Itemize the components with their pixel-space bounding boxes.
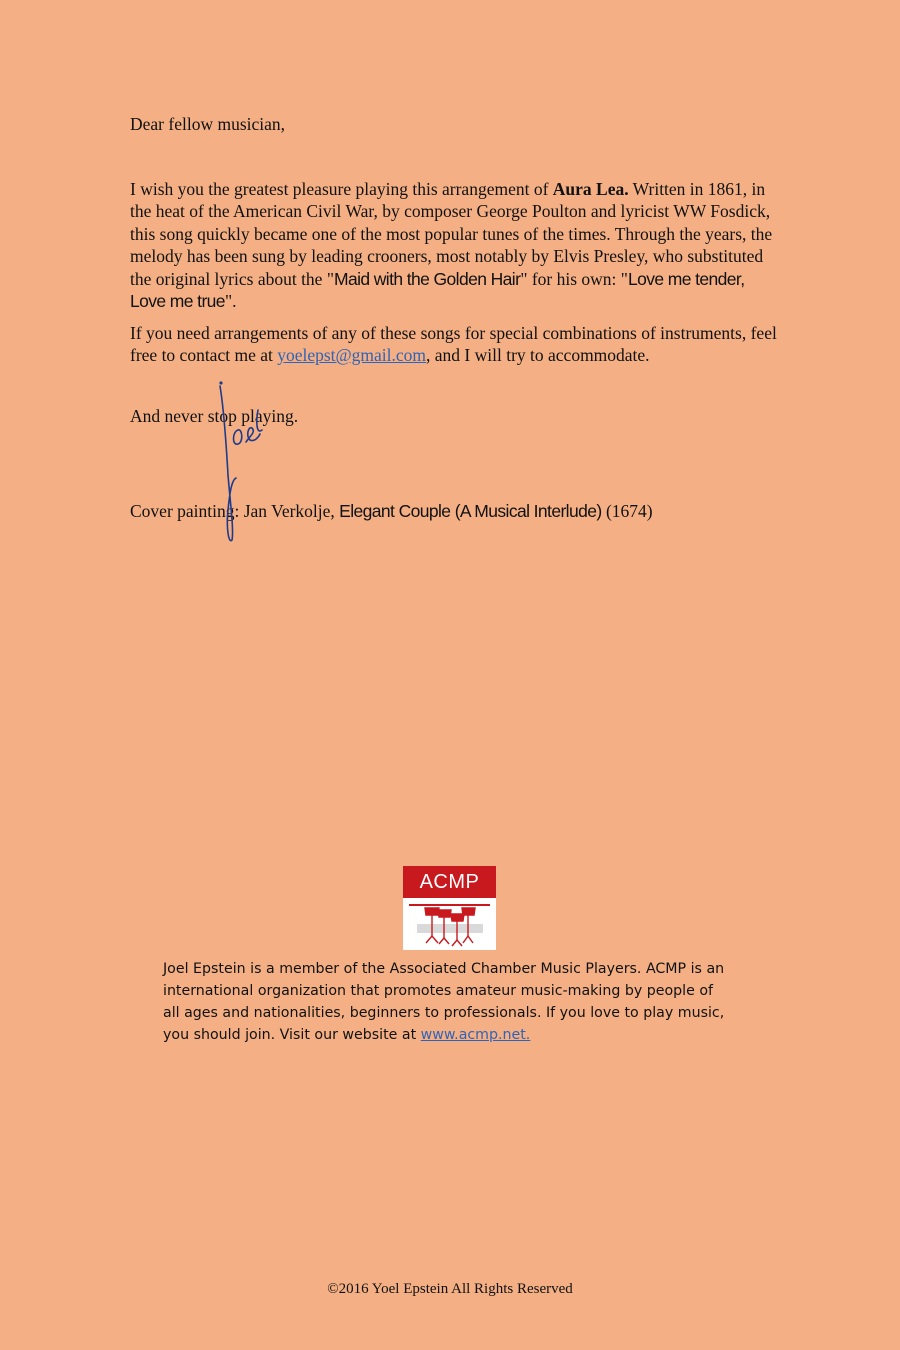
email-link[interactable]: yoelepst@gmail.com xyxy=(277,345,427,365)
cover-title: Elegant Couple (A Musical Interlude) xyxy=(339,501,602,521)
paragraph-intro xyxy=(130,178,780,313)
original-lyric-quote: Maid with the Golden Hair xyxy=(333,268,521,289)
intro-text: I wish you the greatest pleasure playing this arrangement of xyxy=(130,178,553,199)
connector-text: " for his own: " xyxy=(520,268,628,289)
acmp-description: Joel Epstein is a member of the Associated Chamber Music Players. ACMP is an international organization that promotes amateur music-making by people of all ages and nationalities, beginners to professionals. If you love to play music, you should join. Visit our website at xyxy=(163,961,725,1043)
greeting: Dear fellow musician, xyxy=(130,114,286,134)
acmp-website-link[interactable]: www.acmp.net. xyxy=(420,1027,531,1043)
acmp-logo-text: ACMP xyxy=(403,866,496,898)
acmp-membership-note xyxy=(163,958,733,1046)
song-title: Aura Lea. xyxy=(552,178,629,199)
history-text: Written in 1861, in the heat of the American Civil War, by composer George Poulton and lyricist WW Fosdick, this song quickly became one of the most popular tunes of the times. Through the years, the melody has been sung by leading crooners, most notably by Elvis Presley, who substituted the original lyrics about the " xyxy=(130,178,773,289)
cover-year: (1674) xyxy=(601,501,653,521)
acmp-logo[interactable] xyxy=(403,866,496,950)
elvis-lyric-quote: Love me tender, Love me true xyxy=(130,268,745,311)
paragraph-contact xyxy=(130,322,780,367)
closing-line: And never stop playing. xyxy=(130,405,299,426)
contact-end: , and I will try to accommodate. xyxy=(426,345,650,365)
cover-prefix: Cover painting: Jan Verkolje, xyxy=(130,501,340,521)
contact-text: If you need arrangements of any of these songs for special combinations of instruments, feel free to contact me at xyxy=(130,322,777,365)
copyright-footer: ©2016 Yoel Epstein All Rights Reserved xyxy=(327,1281,573,1297)
signature xyxy=(212,380,272,545)
music-stands-icon xyxy=(403,898,496,950)
paragraph-end: ". xyxy=(224,291,237,311)
